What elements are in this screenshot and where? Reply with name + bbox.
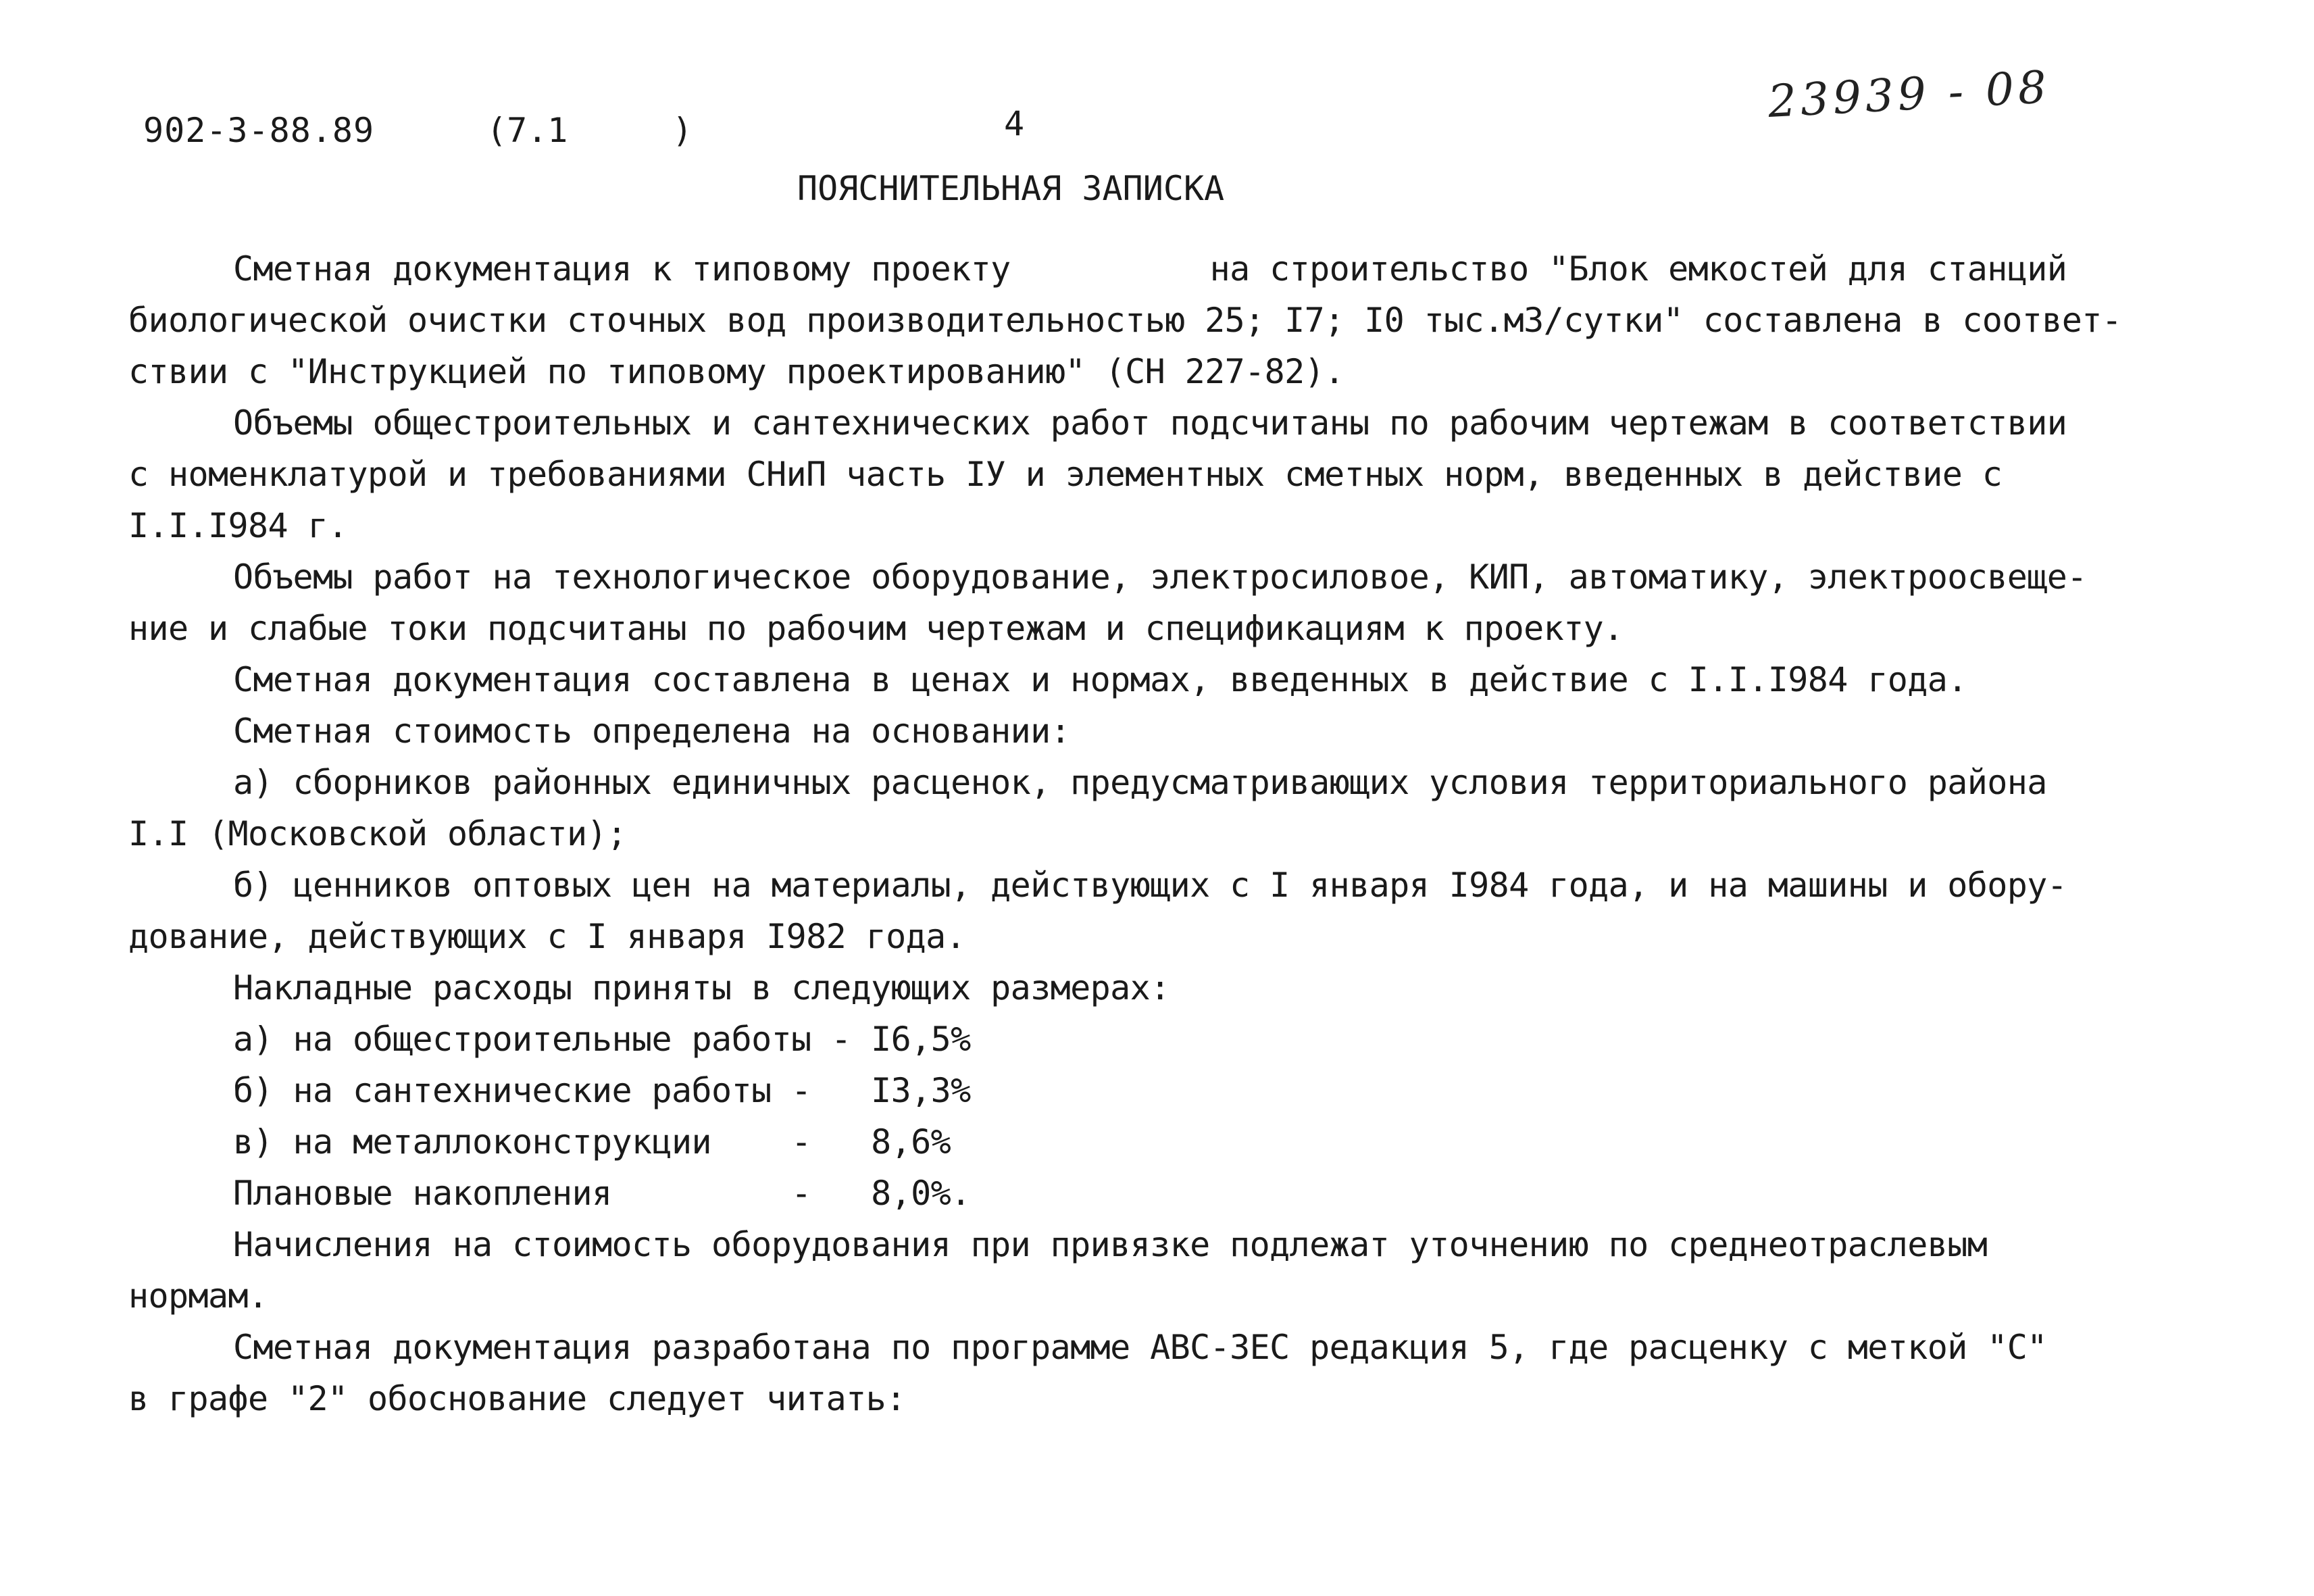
text-line: б) ценников оптовых цен на материалы, действующих с I января I984 года, и на машины и обору- — [233, 866, 2067, 905]
text-line: Сметная стоимость определена на основании: — [233, 712, 1071, 751]
explanatory-note-body — [128, 243, 2250, 1424]
text-line: нормам. — [128, 1276, 268, 1316]
text-line: ствии с "Инструкцией по типовому проектированию" (СН 227-82). — [128, 352, 1344, 391]
text-line: Сметная документация к типовому проекту на строительство "Блок емкостей для станций — [233, 249, 2067, 289]
album-number-close: ) — [672, 111, 693, 150]
text-line: а) сборников районных единичных расценок, предусматривающих условия территориального района — [233, 763, 2047, 802]
text-line: Сметная документация составлена в ценах и нормах, введенных в действие с I.I.I984 года. — [233, 660, 1967, 699]
text-line: а) на общестроительные работы - I6,5% — [233, 1020, 971, 1059]
text-line: I.I.I984 г. — [128, 506, 348, 545]
text-line: в) на металлоконструкции - 8,6% — [233, 1122, 951, 1162]
text-line: Начисления на стоимость оборудования при привязке подлежат уточнению по среднеотраслевым — [233, 1225, 1988, 1264]
text-line: Объемы работ на технологическое оборудование, электросиловое, КИП, автоматику, электроосвеще- — [233, 557, 2087, 597]
text-line: Объемы общестроительных и сантехнических работ подсчитаны по рабочим чертежам в соответствии — [233, 403, 2067, 443]
text-line: дование, действующих с I января I982 года. — [128, 917, 966, 956]
text-line: ние и слабые токи подсчитаны по рабочим чертежам и спецификациям к проекту. — [128, 609, 1624, 648]
text-line: б) на сантехнические работы - I3,3% — [233, 1071, 971, 1110]
text-line: I.I (Московской области); — [128, 814, 627, 853]
album-number-open: (7.1 — [486, 111, 568, 150]
document-code: 902-3-88.89 — [143, 111, 375, 150]
text-line: Сметная документация разработана по программе АВС-ЗЕС редакция 5, где расценку с меткой "С" — [233, 1328, 2047, 1367]
handwritten-inventory-number: 23939 - 08 — [1766, 61, 2052, 128]
text-line: Накладные расходы приняты в следующих размерах: — [233, 968, 1170, 1007]
page-number: 4 — [1004, 104, 1025, 143]
text-line: с номенклатурой и требованиями СНиП часть IУ и элементных сметных норм, введенных в действие с — [128, 455, 2003, 494]
text-line: Плановые накопления - 8,0%. — [233, 1174, 971, 1213]
page-title: ПОЯСНИТЕЛЬНАЯ ЗАПИСКА — [797, 169, 1225, 208]
text-line: биологической очистки сточных вод производительностью 25; I7; I0 тыс.м3/сутки" составлена в соответ- — [128, 301, 2122, 340]
text-line: в графе "2" обоснование следует читать: — [128, 1379, 906, 1418]
